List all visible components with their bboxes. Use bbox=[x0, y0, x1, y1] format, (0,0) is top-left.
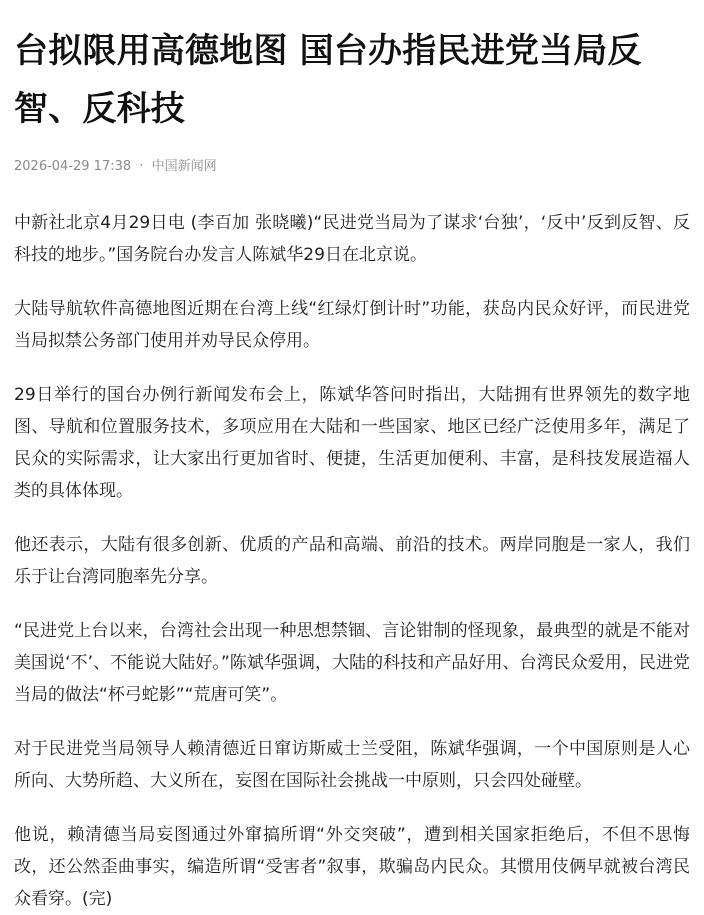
source-name[interactable]: 中国新闻网 bbox=[151, 159, 217, 174]
article-paragraph: 大陆导航软件高德地图近期在台湾上线“红绿灯倒计时”功能，获岛内民众好评，而民进党当局拟禁公务部门使用并劝导民众停用。 bbox=[14, 299, 690, 351]
article-paragraph: 29日举行的国台办例行新闻发布会上，陈斌华答问时指出，大陆拥有世界领先的数字地图、导航和位置服务技术，多项应用在大陆和一些国家、地区已经广泛使用多年，满足了民众的实际需求，让大家出行更加省时、便捷，生活更加便利、丰富，是科技发展造福人类的具体体现。 bbox=[14, 385, 690, 501]
meta-separator: · bbox=[139, 159, 144, 174]
article-paragraph: 他说，赖清德当局妄图通过外窜搞所谓“外交突破”，遭到相关国家拒绝后，不但不思悔改，还公然歪曲事实，编造所谓“受害者”叙事，欺骗岛内民众。其惯用伎俩早就被台湾民众看穿。(完) bbox=[14, 825, 690, 909]
article-paragraph: 中新社北京4月29日电 (李百加 张晓曦)“民进党当局为了谋求‘台独’，‘反中’反到反智、反科技的地步。”国务院台办发言人陈斌华29日在北京说。 bbox=[14, 213, 690, 265]
article-paragraph: 他还表示，大陆有很多创新、优质的产品和高端、前沿的技术。两岸同胞是一家人，我们乐于让台湾同胞率先分享。 bbox=[14, 535, 690, 587]
article-title: 台拟限用高德地图 国台办指民进党当局反智、反科技 bbox=[14, 31, 642, 129]
article-paragraph: “民进党上台以来，台湾社会出现一种思想禁锢、言论钳制的怪现象，最典型的就是不能对美国说‘不’、不能说大陆好。”陈斌华强调，大陆的科技和产品好用、台湾民众爱用，民进党当局的做法“杯弓蛇影”“荒唐可笑”。 bbox=[14, 621, 690, 705]
publish-datetime: 2026-04-29 17:38 bbox=[14, 159, 132, 174]
article-meta bbox=[14, 158, 690, 176]
article-body bbox=[14, 207, 690, 915]
article-paragraph: 对于民进党当局领导人赖清德近日窜访斯威士兰受阻，陈斌华强调，一个中国原则是人心所向、大势所趋、大义所在，妄图在国际社会挑战一中原则，只会四处碰壁。 bbox=[14, 739, 690, 791]
